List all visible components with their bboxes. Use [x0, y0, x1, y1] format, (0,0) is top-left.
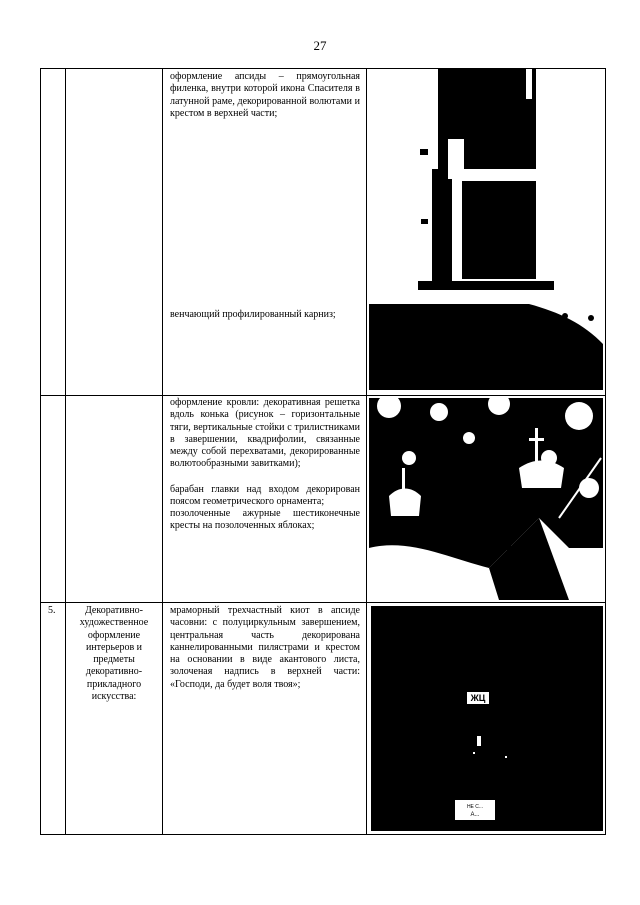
row3-description-1: мраморный трехчастный киот в апсиде часовни: с полуциркульным завершением, центральная часть декорирована каннелированными пилястрами и крестом на основании в виде акантового листа, золоченая надпись в верхней части: «Господи, да будет воля твоя»;	[170, 605, 360, 690]
plaque-bottom-line-1: НЕ С...	[466, 804, 484, 810]
row3-number: 5.	[48, 605, 56, 616]
page-number: 27	[313, 38, 327, 53]
table-border-right	[605, 68, 606, 835]
plaque-top-label: ЖЦ	[470, 693, 486, 703]
row3-category: Декоративно-художественное оформление интерьеров и предметы декоративно-прикладного искусства:	[79, 605, 149, 703]
column-divider-number	[65, 68, 66, 835]
row2-description-2: барабан главки над входом декорирован поясом геометрического орнамента;	[170, 484, 360, 508]
table-border-left	[40, 68, 41, 835]
table-border-bottom	[40, 834, 606, 835]
row1-description-1: оформление апсиды – прямоугольная филенка, внутри которой икона Спасителя в латунной раме, декорированной волютами и крестом в верхней части;	[170, 71, 360, 119]
apse-icon-photo	[418, 69, 554, 290]
row-divider-1	[40, 395, 606, 396]
kiot-photo	[369, 606, 603, 831]
cornice-photo	[369, 304, 603, 390]
row-divider-2	[40, 602, 606, 603]
column-divider-category	[162, 68, 163, 835]
column-divider-description	[366, 68, 367, 835]
row2-description-3: позолоченные ажурные шестиконечные кресты на позолоченных яблоках;	[170, 508, 360, 532]
row2-description-1: оформление кровли: декоративная решетка вдоль конька (рисунок – горизонтальные тяги, вертикальные стойки с трилистниками в завершении, квадрифолии, связанные между собой перехватами, декорированные волютообразными завитками);	[170, 397, 360, 470]
plaque-bottom-line-2: А...	[470, 812, 480, 818]
row1-description-2: венчающий профилированный карниз;	[170, 309, 336, 320]
roof-cross-photo	[369, 398, 603, 600]
